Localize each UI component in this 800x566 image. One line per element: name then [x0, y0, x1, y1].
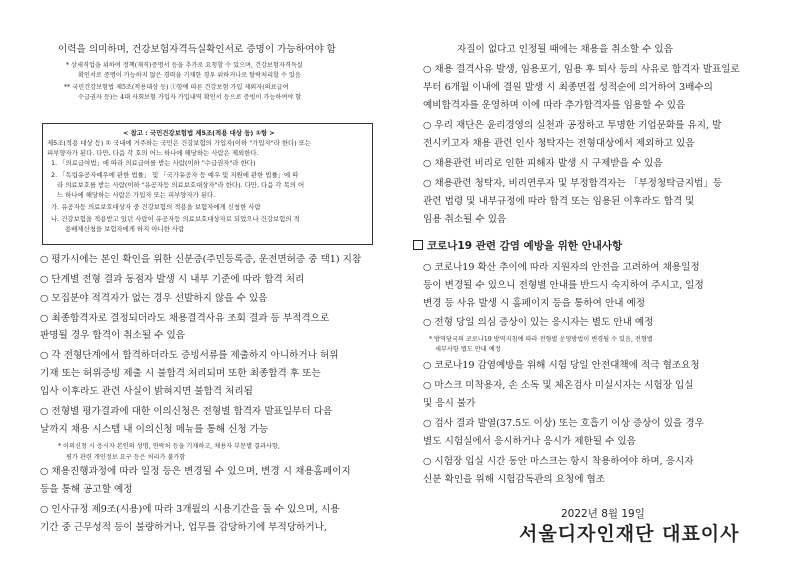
section-checkbox-icon [413, 240, 423, 250]
reference-line: 라 의료보호를 받는 사람(이하 "유공자등 의료보호대상자"라 한다). 다만, 다음 각 목의 어 [57, 181, 305, 189]
right-line: ○ 채용관련 청탁자, 비리연루자 및 부정합격자는 「부정청탁금지법」등 [423, 178, 723, 189]
left-item: ○ 각 전형단계에서 합격하더라도 증빙서류를 제출하지 아니하거나 허위 [40, 350, 339, 361]
reference-line: 피부양자가 된다. 다만, 다음 각 호의 어느 하나에 해당하는 사람은 제외한다. [47, 149, 259, 157]
reference-line: 1. 「의료급여법」에 따라 의료급여를 받는 사람(이하 "수급권자"라 한다) [51, 159, 256, 167]
covid-section-title [413, 240, 622, 252]
reference-box [42, 123, 373, 245]
covid-line: ○ 검사 결과 발열(37.5도 이상) 또는 호흡기 이상 증상이 있을 경우 [423, 418, 704, 429]
covid-section-title-text: 코로나19 관련 감염 예방을 위한 안내사항 [427, 240, 623, 252]
left-item: 기간 중 근무성적 등이 불량하거나, 업무를 감당하기에 부적당하거나, [40, 522, 327, 533]
right-line: 자질이 없다고 인정될 때에는 채용을 취소할 수 있음 [457, 44, 673, 55]
left-item: ○ 최종합격자로 결정되더라도 채용결격사유 조회 결과 등 부적격으로 [40, 313, 330, 324]
covid-line: ○ 마스크 미착용자, 손 소독 및 체온검사 미실시자는 시험장 입실 [423, 380, 694, 391]
intro-note-1: * 상세직업을 위하여 정책(재직)증명서 등을 추가로 요청할 수 있으며, 건강보험자격득실 [66, 62, 303, 69]
issuer-signature: 서울디자인재단 대표이사 [519, 523, 740, 545]
left-footnote-1: * 이의신청 시 응시자 본인의 성명, 연락처 등을 기재하고, 채용자 부문별 결과사항, [58, 443, 280, 450]
left-item: 기재 또는 허위증빙 제출 시 불합격 처리되며 또한 최종합격 후 또는 [40, 368, 321, 379]
right-line: 임용 취소될 수 있음 [423, 214, 507, 225]
left-item: ○ 채용진행과정에 따라 일정 등은 변경될 수 있으며, 변경 시 채용홈페이지 [40, 466, 351, 477]
covid-line: 신분 확인을 위해 시험감독관의 요청에 협조 [423, 474, 606, 485]
intro-note-4: 수급권자 등)는 4대 사회보험 가입자 가입내역 확인서 등으로 증빙이 가능하여야 함 [78, 94, 302, 101]
right-line: 부터 6개월 이내에 결원 발생 시 최종면접 성적순에 의거하여 3배수의 [423, 82, 713, 93]
reference-line: 느 하나에 해당하는 사람은 가입자 또는 피부양자가 된다. [57, 191, 216, 199]
left-item: 판명될 경우 합격이 취소될 수 있음 [40, 330, 185, 341]
covid-note-2: 세부사항 별도 안내 예정 [435, 346, 501, 353]
covid-note-1: * 방역당국의 코로나19 방역지침에 따라 전형별 운영방법이 변경될 수 있음, 전형별 [429, 336, 653, 343]
reference-line: 용배제신청을 보험자에게 하지 아니한 사람 [65, 225, 185, 233]
covid-line: 등이 변경될 수 있으니 전형별 안내를 반드시 숙지하여 주시고, 일정 [423, 280, 704, 291]
right-line: 관련 법령 및 내부규정에 따라 합격 또는 임용된 이후라도 합격 및 [423, 196, 695, 207]
left-item: 입사 이후라도 관련 사실이 밝혀지면 불합격 처리됨 [40, 386, 253, 397]
reference-line: 제5조(적용 대상 등) ① 국내에 거주하는 국민은 건강보험의 가입자(이하 "가입자"라 한다) 또는 [47, 139, 312, 147]
intro-note-3: ** 국민건강보험법 제5조(적용대상 등) ①항에 따른 건강보험 가입 제외자(의료급여 [64, 84, 289, 91]
document-date: 2022년 8월 19일 [561, 508, 645, 520]
left-footnote-2: 평가 관련 개인정보 요구 등은 처리가 불가함 [66, 454, 186, 461]
left-item: ○ 모집분야 적격자가 없는 경우 선발하지 않을 수 있음 [40, 293, 268, 304]
left-item: ○ 전형별 평가결과에 대한 이의신청은 전형별 합격자 발표일부터 다음 [40, 406, 333, 417]
left-item: ○ 인사규정 제9조(시용)에 따라 3개월의 시용기간을 둘 수 있으며, 시용 [40, 504, 340, 515]
covid-line: ○ 코로나19 감염예방을 위해 시험 당일 안전대책에 적극 협조요청 [423, 360, 700, 371]
right-line: ○ 채용관련 비리로 인한 피해자 발생 시 구제받을 수 있음 [423, 158, 663, 169]
right-line: ○ 우리 재단은 윤리경영의 실천과 공정하고 투명한 기업문화를 유지, 발 [423, 120, 722, 131]
left-item: 날까지 채용 시스템 내 이의신청 메뉴를 통해 신청 가능 [40, 424, 269, 435]
left-item: ○ 평가시에는 본인 확인을 위한 신분증(주민등록증, 운전면허증 중 택1) 지참 [40, 254, 362, 265]
right-line: ○ 채용 결격사유 발생, 임용포기, 임용 후 퇴사 등의 사유로 합격자 발표일로 [423, 64, 740, 75]
covid-line: ○ 코로나19 확산 추이에 따라 지원자의 안전을 고려하여 채용일정 [423, 262, 700, 273]
right-line: 전시키고자 채용 관련 인사 청탁자는 전형대상에서 제외하고 있음 [423, 138, 695, 149]
left-item: 등을 통해 공고할 예정 [40, 484, 133, 495]
right-line: 예비합격자를 운영하며 이에 따라 추가합격자를 임용할 수 있음 [423, 100, 686, 111]
covid-line: 및 응시 불가 [423, 398, 476, 409]
intro-note-2: 확인서로 증명이 가능하지 않은 경력을 기재한 경우 위하거나로 탈락처리할 수 있음 [78, 72, 301, 79]
covid-line: ○ 전형 당일 의심 증상이 있는 응시자는 별도 안내 예정 [423, 317, 654, 328]
reference-line: 가. 유공자등 의료보호대상자 중 건강보험의 적용을 보험자에게 신청한 사람 [51, 203, 261, 211]
covid-line: 변경 등 사유 발생 시 홈페이지 등을 통하여 안내 예정 [423, 298, 646, 309]
covid-line: ○ 시험장 입실 시간 동안 마스크는 항시 착용하여야 하며, 응시자 [423, 456, 694, 467]
reference-line: 나. 건강보험을 적용받고 있던 사람이 유공자등 의료보호대상자로 되었으나 건강보험의 적 [51, 215, 300, 223]
left-item: ○ 단계별 전형 결과 동점자 발생 시 내부 기준에 따라 합격 처리 [40, 274, 305, 285]
reference-line: 2. 「독립유공자예우에 관한 법률」 및 「국가유공자 등 예우 및 지원에 관한 법률」에 따 [51, 171, 299, 179]
intro-line-1: 이력을 의미하며, 건강보험자격득실확인서로 증명이 가능하여야 함 [58, 44, 336, 55]
reference-box-title: < 참고 : 국민건강보험법 제5조(적용 대상 등) ①항 > [123, 129, 275, 137]
covid-line: 별도 시험실에서 응시하거나 응시가 제한될 수 있음 [423, 436, 636, 447]
